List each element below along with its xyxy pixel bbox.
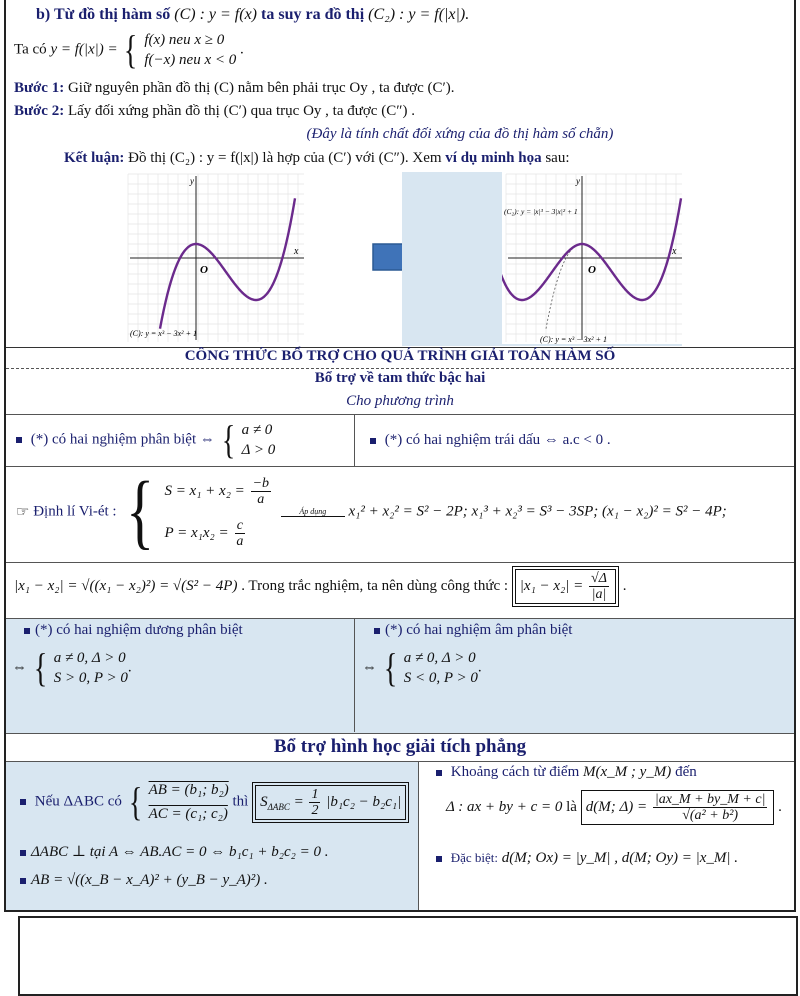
triangle-area: Nếu ΔABC có { $\frac{\text{AB = (b₁; b₂)}}{\text{AC = (c₁; c₂)}}$ thì $S_{\Delta ABC}$ = $\frac{1}{2}$ |b₁c₂ − b₂c₁| [20,778,409,826]
ta-co-line: Ta có y = f(|x|) = { f(x) neu x ≥ 0 f(−x) neu x < 0 . [14,27,244,72]
graph-right-svg [502,172,686,344]
distance-title: Khoảng cách từ điểm M(x_M ; y_M) đến [436,764,697,781]
negative-roots-condition: ⇔ { a ≠ 0, Δ > 0 S < 0, P > 0 . [362,645,482,690]
bullet-icon [20,878,26,884]
abs-diff-formula-box: |x₁ − x₂| = $\frac{√\Delta}{|a|}$ [512,566,619,607]
graph-right-caption: (C): y = x³ − 3x² + 1 [540,335,607,344]
graph-right-top-caption: (C₂): y = |x|³ − 3|x|² + 1 [504,207,578,216]
section2-title: Bổ trợ hình học giải tích phẳng [273,736,527,757]
vieta-theorem: ☞ Định lí Vi-ét : { S = x₁ + x₂ = $\frac{-b}{a}$ P = x₁x₂ = $\frac{c}{a}$ Áp dụng x₁² + x₂² = S² − 2P; x₁³ + x₂³ = S³ − 3SP; (x₁ − x₂)² = S² − 4P; [16,465,727,558]
y-axis-label: y [576,176,580,186]
right-angle-condition: ΔABC ⊥ tại A ⇔ AB.AC = 0 ⇔ b₁c₁ + b₂c₂ = 0 . [20,842,328,861]
bullet-icon [374,628,380,634]
distance-formula: Δ : ax + by + c = 0 là d(M; Δ) = $\frac{|ax\_M + by\_M + c|}{\text{√(a² + b²)}}$ . [446,792,782,823]
document-page [4,0,796,912]
area-formula-box: $S_{\Delta ABC}$ = $\frac{1}{2}$ |b₁c₂ − b₂c₁| [252,782,409,823]
apply-arrow: Áp dụng [281,508,345,517]
bullet-icon [20,850,26,856]
positive-roots-title: (*) có hai nghiệm dương phân biệt [24,622,243,639]
hand-pointer-icon: ☞ [16,504,30,521]
section1-title: CÔNG THỨC BỔ TRỢ CHO QUÁ TRÌNH GIẢI TOÁN HÀM SỐ [184,348,616,364]
negative-roots-title: (*) có hai nghiệm âm phân biệt [374,622,572,639]
cubic-curve [160,198,295,328]
graph-left-caption: (C): y = x³ − 3x² + 1 [130,329,197,338]
distance-formula-box: d(M; Δ) = $\frac{|ax\_M + by\_M + c|}{\text{√(a² + b²)}}$ [581,790,775,825]
y-axis-label: y [190,176,194,186]
empty-frame [18,916,798,996]
bullet-icon [16,437,22,443]
tam-thuc-subtitle: Cho phương trình [346,393,454,409]
distance-special: Đặc biệt: d(M; Ox) = |y_M| , d(M; Oy) = |x_M| . [436,850,738,867]
abs-difference: |x₁ − x₂| = √((x₁ − x₂)²) = √(S² − 4P) . Trong trắc nghiệm, ta nên dùng công thức : |x₁ − x₂| = $\frac{√\Delta}{|a|}$ . [14,566,626,607]
tam-thuc-title: Bổ trợ về tam thức bậc hai [314,370,486,386]
bullet-icon [20,799,26,805]
positive-roots-condition: ⇔ { a ≠ 0, Δ > 0 S > 0, P > 0 . [12,645,132,690]
x-axis-label: x [672,246,677,257]
step-2: Bước 2: Lấy đối xứng phần đồ thị (C′) qua trục Oy , ta được (C″) . [14,103,415,119]
distinct-roots-condition: (*) có hai nghiệm phân biệt ⇔ { a ≠ 0 Δ > 0 [16,420,275,460]
step-1: Bước 1: Giữ nguyên phần đồ thị (C) nằm bên phải trục Oy , ta được (C′). [14,80,455,96]
bullet-icon [370,438,376,444]
opposite-sign-roots: (*) có hai nghiệm trái dấu ⇔ a.c < 0 . [370,432,611,449]
symmetry-note: (Đây là tính chất đối xứng của đồ thị hàm số chẵn) [306,126,614,142]
x-axis-label: x [294,246,299,257]
conclusion: Kết luận: Đồ thị (C₂) : y = f(|x|) là hợp của (C′) với (C″). Xem ví dụ minh họa sau: [64,150,570,166]
graph-right [502,172,686,344]
bullet-icon [24,628,30,634]
origin-label: O [588,264,596,276]
origin-label: O [200,264,208,276]
bullet-icon [436,856,442,862]
graph-left [124,172,308,344]
segment-length: AB = √((x_B − x_A)² + (y_B − y_A)²) . [20,872,268,889]
bullet-icon [436,770,442,776]
part-b-heading: b) Từ đồ thị hàm số (C) : y = f(x) ta suy ra đồ thị (C₂) : y = f(|x|). [36,6,470,23]
graph-left-svg [124,172,308,344]
